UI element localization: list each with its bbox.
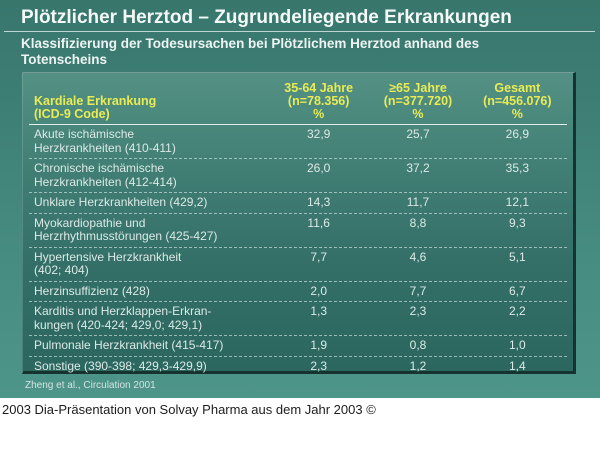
row-value-gesamt: 5,1	[508, 249, 526, 264]
title-divider	[4, 31, 595, 32]
row-value-65plus: 11,7	[406, 195, 430, 209]
table-row	[29, 125, 567, 159]
slide-subtitle: Klassifizierung der Todesursachen bei Plötzlichem Herztod anhand des Totenscheins	[21, 36, 480, 67]
row-value-gesamt: 35,3	[505, 161, 529, 175]
row-value-35-64: 2,0	[310, 283, 327, 298]
row-value-35-64: 1,3	[310, 304, 327, 318]
row-value-gesamt: 1,0	[508, 338, 526, 352]
row-label: Unklare Herzkrankheiten (429,2)	[34, 195, 208, 209]
table-row	[29, 336, 567, 357]
col2-period: ≥65 Jahre	[389, 81, 447, 95]
row-value-65plus: 1,2	[409, 358, 427, 373]
row-value-65plus: 25,7	[406, 127, 430, 141]
header-col-65plus	[368, 82, 467, 121]
row-value-35-64: 11,6	[307, 215, 330, 230]
col3-unit: %	[511, 107, 523, 121]
row-value-65plus: 4,6	[409, 249, 427, 264]
header-label-line1: Kardiale Erkrankung	[34, 94, 157, 108]
row-value-35-64: 14,3	[306, 195, 331, 209]
table-row	[29, 357, 567, 377]
row-label: Sonstige (390-398; 429,3-429,9)	[34, 358, 207, 373]
row-label: Karditis und Herzklappen-Erkran- kungen (420-424; 429,0; 429,1)	[34, 304, 212, 332]
row-label: Chronische ischämische Herzkrankheiten (412-414)	[34, 161, 177, 189]
col2-n: (n=377.720)	[383, 94, 453, 108]
row-value-gesamt: 2,2	[508, 304, 526, 318]
header-col-35-64	[269, 82, 368, 121]
row-value-35-64: 32,9	[306, 127, 331, 141]
row-value-65plus: 37,2	[406, 161, 430, 175]
col3-period: Gesamt	[494, 81, 541, 95]
row-value-gesamt: 6,7	[508, 283, 526, 298]
row-value-65plus: 2,3	[409, 304, 427, 318]
col2-unit: %	[412, 107, 424, 121]
col3-n: (n=456.076)	[483, 94, 552, 108]
table-body	[23, 125, 573, 376]
row-value-65plus: 0,8	[409, 338, 427, 352]
row-value-gesamt: 9,3	[508, 215, 526, 230]
col1-n: (n=78.356)	[287, 94, 350, 108]
table-row	[29, 248, 567, 282]
table-row	[29, 159, 567, 193]
row-value-gesamt: 12,1	[505, 195, 529, 209]
row-value-65plus: 7,7	[409, 283, 427, 298]
table-row	[29, 193, 567, 214]
slide-title: Plötzlicher Herztod – Zugrundeliegende Erkrankungen	[21, 7, 512, 28]
row-value-65plus: 8,8	[409, 215, 427, 230]
row-label: Hypertensive Herzkrankheit (402; 404)	[34, 249, 182, 277]
caption-text: 2003 Dia-Präsentation von Solvay Pharma aus dem Jahr 2003 ©	[2, 402, 376, 417]
row-label: Akute ischämische Herzkrankheiten (410-411)	[34, 127, 176, 155]
row-value-35-64: 1,9	[310, 338, 327, 352]
col1-period: 35-64 Jahre	[284, 81, 354, 95]
header-col-gesamt	[468, 82, 567, 121]
header-label-column	[29, 95, 269, 121]
row-value-35-64: 2,3	[310, 358, 327, 373]
data-table	[22, 72, 576, 374]
table-row	[29, 302, 567, 336]
row-value-gesamt: 1,4	[508, 358, 526, 373]
caption-bar	[0, 398, 600, 461]
citation: Zheng et al., Circulation 2001	[25, 380, 156, 391]
row-value-35-64: 7,7	[310, 249, 327, 264]
table-row	[29, 214, 567, 248]
col1-unit: %	[313, 107, 325, 121]
row-value-35-64: 26,0	[306, 161, 331, 175]
header-label-line2: (ICD-9 Code)	[34, 107, 110, 121]
row-label: Pulmonale Herzkrankheit (415-417)	[34, 338, 224, 352]
row-label: Myokardiopathie und Herzrhythmusstörungen (425-427)	[34, 215, 218, 243]
table-header-row	[23, 73, 573, 124]
row-value-gesamt: 26,9	[505, 127, 529, 141]
table-row	[29, 282, 567, 303]
row-label: Herzinsuffizienz (428)	[34, 283, 150, 298]
